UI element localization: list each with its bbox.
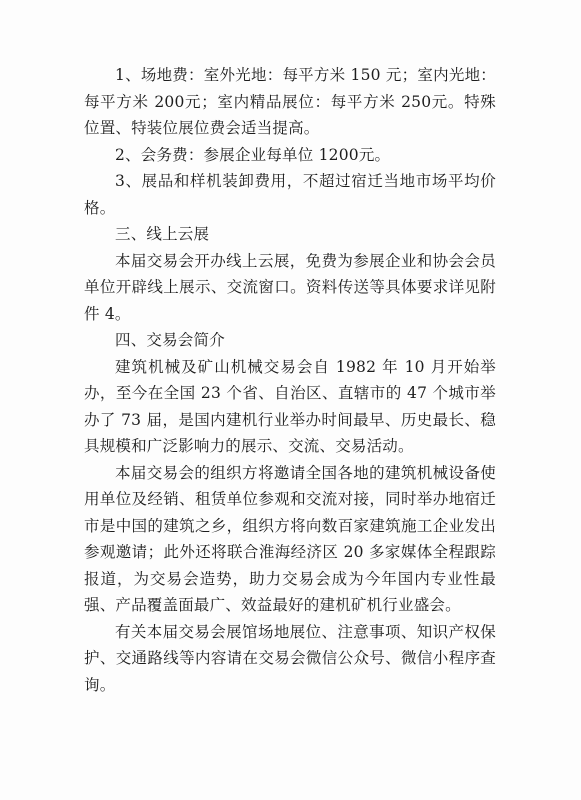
conference-fee-paragraph: 2、会务费：参展企业每单位 1200元。 [115,145,391,164]
online-expo-paragraph: 本届交易会开办线上云展，免费为参展企业和协会会员单位开辟线上展示、交流窗口。资料传送等具体要求详见附件 4。 [84,251,496,323]
fair-organizer-paragraph: 本届交易会的组织方将邀请全国各地的建筑机械设备使用单位及经销、租赁单位参观和交流对接，同时举办地宿迁市是中国的建筑之乡，组织方将向数百家建筑施工企业发出参观邀请；此外还将联合淮海经济区 20 多家媒体全程跟踪报道，为交易会造势，助力交易会成为今年国内专业性最强、产品覆盖面最广、效益最好的建机矿机行业盛会。 [84,463,496,614]
fair-intro-heading: 四、交易会简介 [115,331,225,349]
handling-fee-paragraph: 3、展品和样机装卸费用，不超过宿迁当地市场平均价格。 [84,172,496,217]
document-body [84,62,496,698]
fair-history-paragraph: 建筑机械及矿山机械交易会自 1982 年 10 月开始举办，至今在全国 23 个省、自治区、直辖市的 47 个城市举办了 73 届，是国内建机行业举办时间最早、历史最长、稳具规模和广泛影响力的展示、交流、交易活动。 [84,357,496,455]
fair-inquiry-paragraph: 有关本届交易会展馆场地展位、注意事项、知识产权保护、交通路线等内容请在交易会微信公众号、微信小程序查询。 [84,622,496,694]
online-expo-heading: 三、线上云展 [115,225,210,243]
venue-fee-paragraph: 1、场地费：室外光地：每平方米 150 元；室内光地：每平方米 200元；室内精品展位：每平方米 250元。特殊位置、特装位展位费会适当提高。 [84,66,496,137]
